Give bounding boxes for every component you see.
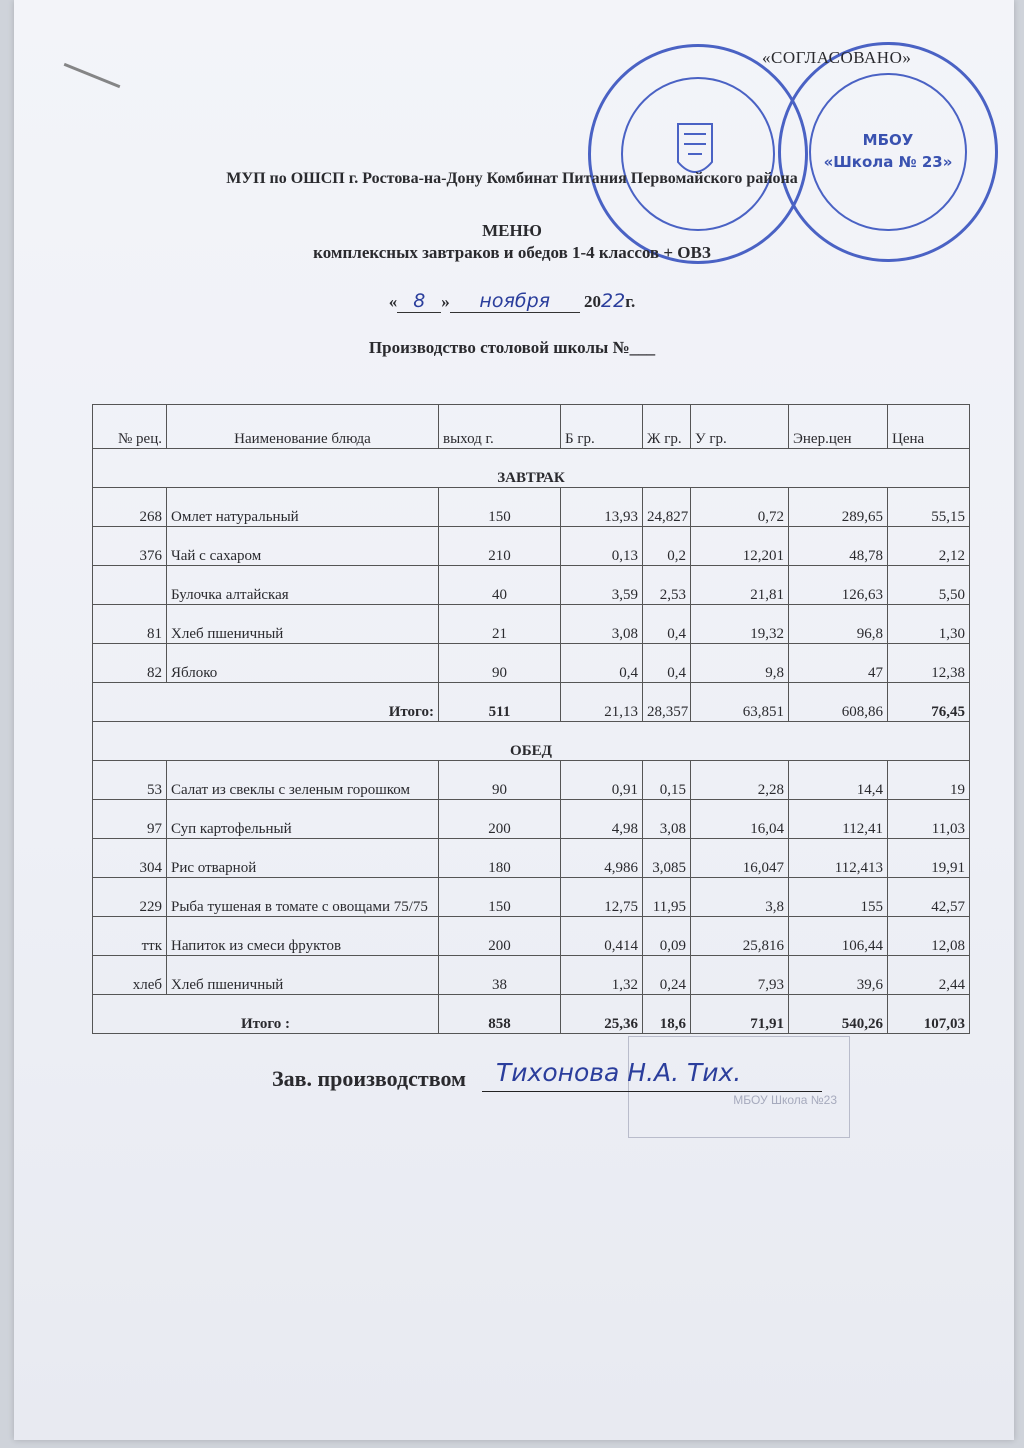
table-cell: 112,413: [789, 839, 888, 878]
table-cell: 0,91: [561, 761, 643, 800]
school-stamp-line1: МБОУ: [862, 131, 914, 149]
table-cell: 47: [789, 644, 888, 683]
table-cell: 14,4: [789, 761, 888, 800]
table-cell: 4,98: [561, 800, 643, 839]
table-cell: 38: [439, 956, 561, 995]
table-cell: 24,827: [643, 488, 691, 527]
table-row: [93, 917, 970, 956]
table-cell: 150: [439, 878, 561, 917]
table-cell: 39,6: [789, 956, 888, 995]
table-cell: 11,03: [888, 800, 970, 839]
column-header: Энер.цен: [789, 405, 888, 449]
table-cell: 25,816: [691, 917, 789, 956]
table-cell: 2,28: [691, 761, 789, 800]
faint-stamp-text: МБОУ Школа №23: [733, 1093, 837, 1107]
table-row: [93, 956, 970, 995]
table-cell: 12,201: [691, 527, 789, 566]
section-row: [93, 449, 970, 488]
table-cell: 11,95: [643, 878, 691, 917]
total-cell: 28,357: [643, 683, 691, 722]
total-cell: 21,13: [561, 683, 643, 722]
column-header: Наименование блюда: [167, 405, 439, 449]
menu-table: [92, 404, 970, 1034]
table-cell: хлеб: [93, 956, 167, 995]
table-cell: 0,09: [643, 917, 691, 956]
table-cell: 2,53: [643, 566, 691, 605]
table-cell: 1,30: [888, 605, 970, 644]
table-cell: 5,50: [888, 566, 970, 605]
section-row: [93, 722, 970, 761]
total-cell: 511: [439, 683, 561, 722]
table-cell: 13,93: [561, 488, 643, 527]
table-cell: Хлеб пшеничный: [167, 956, 439, 995]
table-cell: 12,75: [561, 878, 643, 917]
table-cell: 55,15: [888, 488, 970, 527]
table-cell: 3,8: [691, 878, 789, 917]
table-cell: 21,81: [691, 566, 789, 605]
table-cell: Булочка алтайская: [167, 566, 439, 605]
organization-title: МУП по ОШСП г. Ростова-на-Дону Комбинат Питания Первомайского района: [226, 170, 798, 187]
column-header: Ж гр.: [643, 405, 691, 449]
table-cell: 268: [93, 488, 167, 527]
table-cell: Напиток из смеси фруктов: [167, 917, 439, 956]
table-cell: 0,72: [691, 488, 789, 527]
table-cell: 0,4: [643, 605, 691, 644]
table-cell: Чай с сахаром: [167, 527, 439, 566]
table-cell: 3,08: [643, 800, 691, 839]
date-year-suffix: 22: [601, 290, 626, 312]
table-cell: 4,986: [561, 839, 643, 878]
menu-title-block: [0, 220, 1024, 264]
date-year-unit: г.: [625, 292, 636, 311]
table-cell: 1,32: [561, 956, 643, 995]
total-cell: 107,03: [888, 995, 970, 1034]
table-cell: 200: [439, 800, 561, 839]
date-month: ноября: [479, 290, 551, 312]
table-cell: 97: [93, 800, 167, 839]
table-cell: Хлеб пшеничный: [167, 605, 439, 644]
menu-subheading: комплексных завтраков и обедов 1-4 классов + ОВЗ: [313, 243, 711, 262]
table-header-row: [93, 405, 970, 449]
column-header: Цена: [888, 405, 970, 449]
table-cell: 19,32: [691, 605, 789, 644]
table-cell: 3,59: [561, 566, 643, 605]
table-cell: [93, 566, 167, 605]
date-open-quote: «: [388, 292, 398, 311]
school-stamp-inner-ring: [809, 73, 967, 231]
date-year-prefix: 20: [584, 292, 601, 311]
table-cell: 0,414: [561, 917, 643, 956]
table-cell: 289,65: [789, 488, 888, 527]
total-cell: 25,36: [561, 995, 643, 1034]
table-cell: 200: [439, 917, 561, 956]
table-cell: 0,24: [643, 956, 691, 995]
table-cell: 40: [439, 566, 561, 605]
total-cell: 18,6: [643, 995, 691, 1034]
table-row: [93, 605, 970, 644]
total-label: Итого:: [93, 683, 439, 722]
table-cell: 7,93: [691, 956, 789, 995]
table-cell: 48,78: [789, 527, 888, 566]
table-row: [93, 878, 970, 917]
table-cell: 0,4: [561, 644, 643, 683]
table-cell: 19: [888, 761, 970, 800]
column-header: Б гр.: [561, 405, 643, 449]
signature: Тихонова Н.А. Тих.: [496, 1058, 742, 1087]
table-cell: 0,4: [643, 644, 691, 683]
footer-label: Зав. производством: [272, 1066, 467, 1091]
table-cell: 96,8: [789, 605, 888, 644]
total-row: [93, 683, 970, 722]
table-cell: 155: [789, 878, 888, 917]
production-line: Производство столовой школы №___: [368, 338, 656, 357]
table-cell: 12,38: [888, 644, 970, 683]
total-row: [93, 995, 970, 1034]
table-cell: 42,57: [888, 878, 970, 917]
section-title: ЗАВТРАК: [93, 449, 970, 488]
total-cell: 858: [439, 995, 561, 1034]
table-cell: 2,44: [888, 956, 970, 995]
table-cell: 16,047: [691, 839, 789, 878]
table-cell: 2,12: [888, 527, 970, 566]
total-cell: 76,45: [888, 683, 970, 722]
section-title: ОБЕД: [93, 722, 970, 761]
pen-mark: [64, 63, 121, 88]
table-cell: 21: [439, 605, 561, 644]
table-cell: 376: [93, 527, 167, 566]
table-row: [93, 488, 970, 527]
total-label: Итого :: [93, 995, 439, 1034]
total-cell: 608,86: [789, 683, 888, 722]
total-cell: 540,26: [789, 995, 888, 1034]
table-cell: 81: [93, 605, 167, 644]
table-cell: ттк: [93, 917, 167, 956]
column-header: № рец.: [93, 405, 167, 449]
table-row: [93, 566, 970, 605]
table-row: [93, 644, 970, 683]
table-cell: 90: [439, 644, 561, 683]
date-line: [0, 290, 1024, 313]
date-day: 8: [413, 290, 426, 312]
table-cell: 53: [93, 761, 167, 800]
table-cell: 82: [93, 644, 167, 683]
table-cell: 90: [439, 761, 561, 800]
table-cell: 180: [439, 839, 561, 878]
table-cell: 9,8: [691, 644, 789, 683]
table-cell: 150: [439, 488, 561, 527]
table-cell: Рыба тушеная в томате с овощами 75/75: [167, 878, 439, 917]
table-row: [93, 761, 970, 800]
table-cell: 12,08: [888, 917, 970, 956]
table-cell: 3,08: [561, 605, 643, 644]
table-cell: 0,15: [643, 761, 691, 800]
table-row: [93, 800, 970, 839]
menu-heading: МЕНЮ: [482, 221, 542, 240]
table-cell: 0,13: [561, 527, 643, 566]
total-cell: 71,91: [691, 995, 789, 1034]
column-header: У гр.: [691, 405, 789, 449]
table-cell: 3,085: [643, 839, 691, 878]
table-cell: 0,2: [643, 527, 691, 566]
table-cell: 210: [439, 527, 561, 566]
table-cell: 16,04: [691, 800, 789, 839]
table-cell: 112,41: [789, 800, 888, 839]
approval-label: «СОГЛАСОВАНО»: [762, 48, 912, 67]
total-cell: 63,851: [691, 683, 789, 722]
table-row: [93, 527, 970, 566]
table-cell: Салат из свеклы с зеленым горошком: [167, 761, 439, 800]
table-cell: 126,63: [789, 566, 888, 605]
table-cell: Яблоко: [167, 644, 439, 683]
date-close-quote: »: [441, 292, 450, 311]
table-cell: Омлет натуральный: [167, 488, 439, 527]
table-cell: 304: [93, 839, 167, 878]
table-row: [93, 839, 970, 878]
table-cell: 229: [93, 878, 167, 917]
school-stamp-line2: «Школа № 23»: [823, 153, 953, 171]
table-cell: Рис отварной: [167, 839, 439, 878]
table-cell: Суп картофельный: [167, 800, 439, 839]
table-cell: 106,44: [789, 917, 888, 956]
table-cell: 19,91: [888, 839, 970, 878]
column-header: выход г.: [439, 405, 561, 449]
